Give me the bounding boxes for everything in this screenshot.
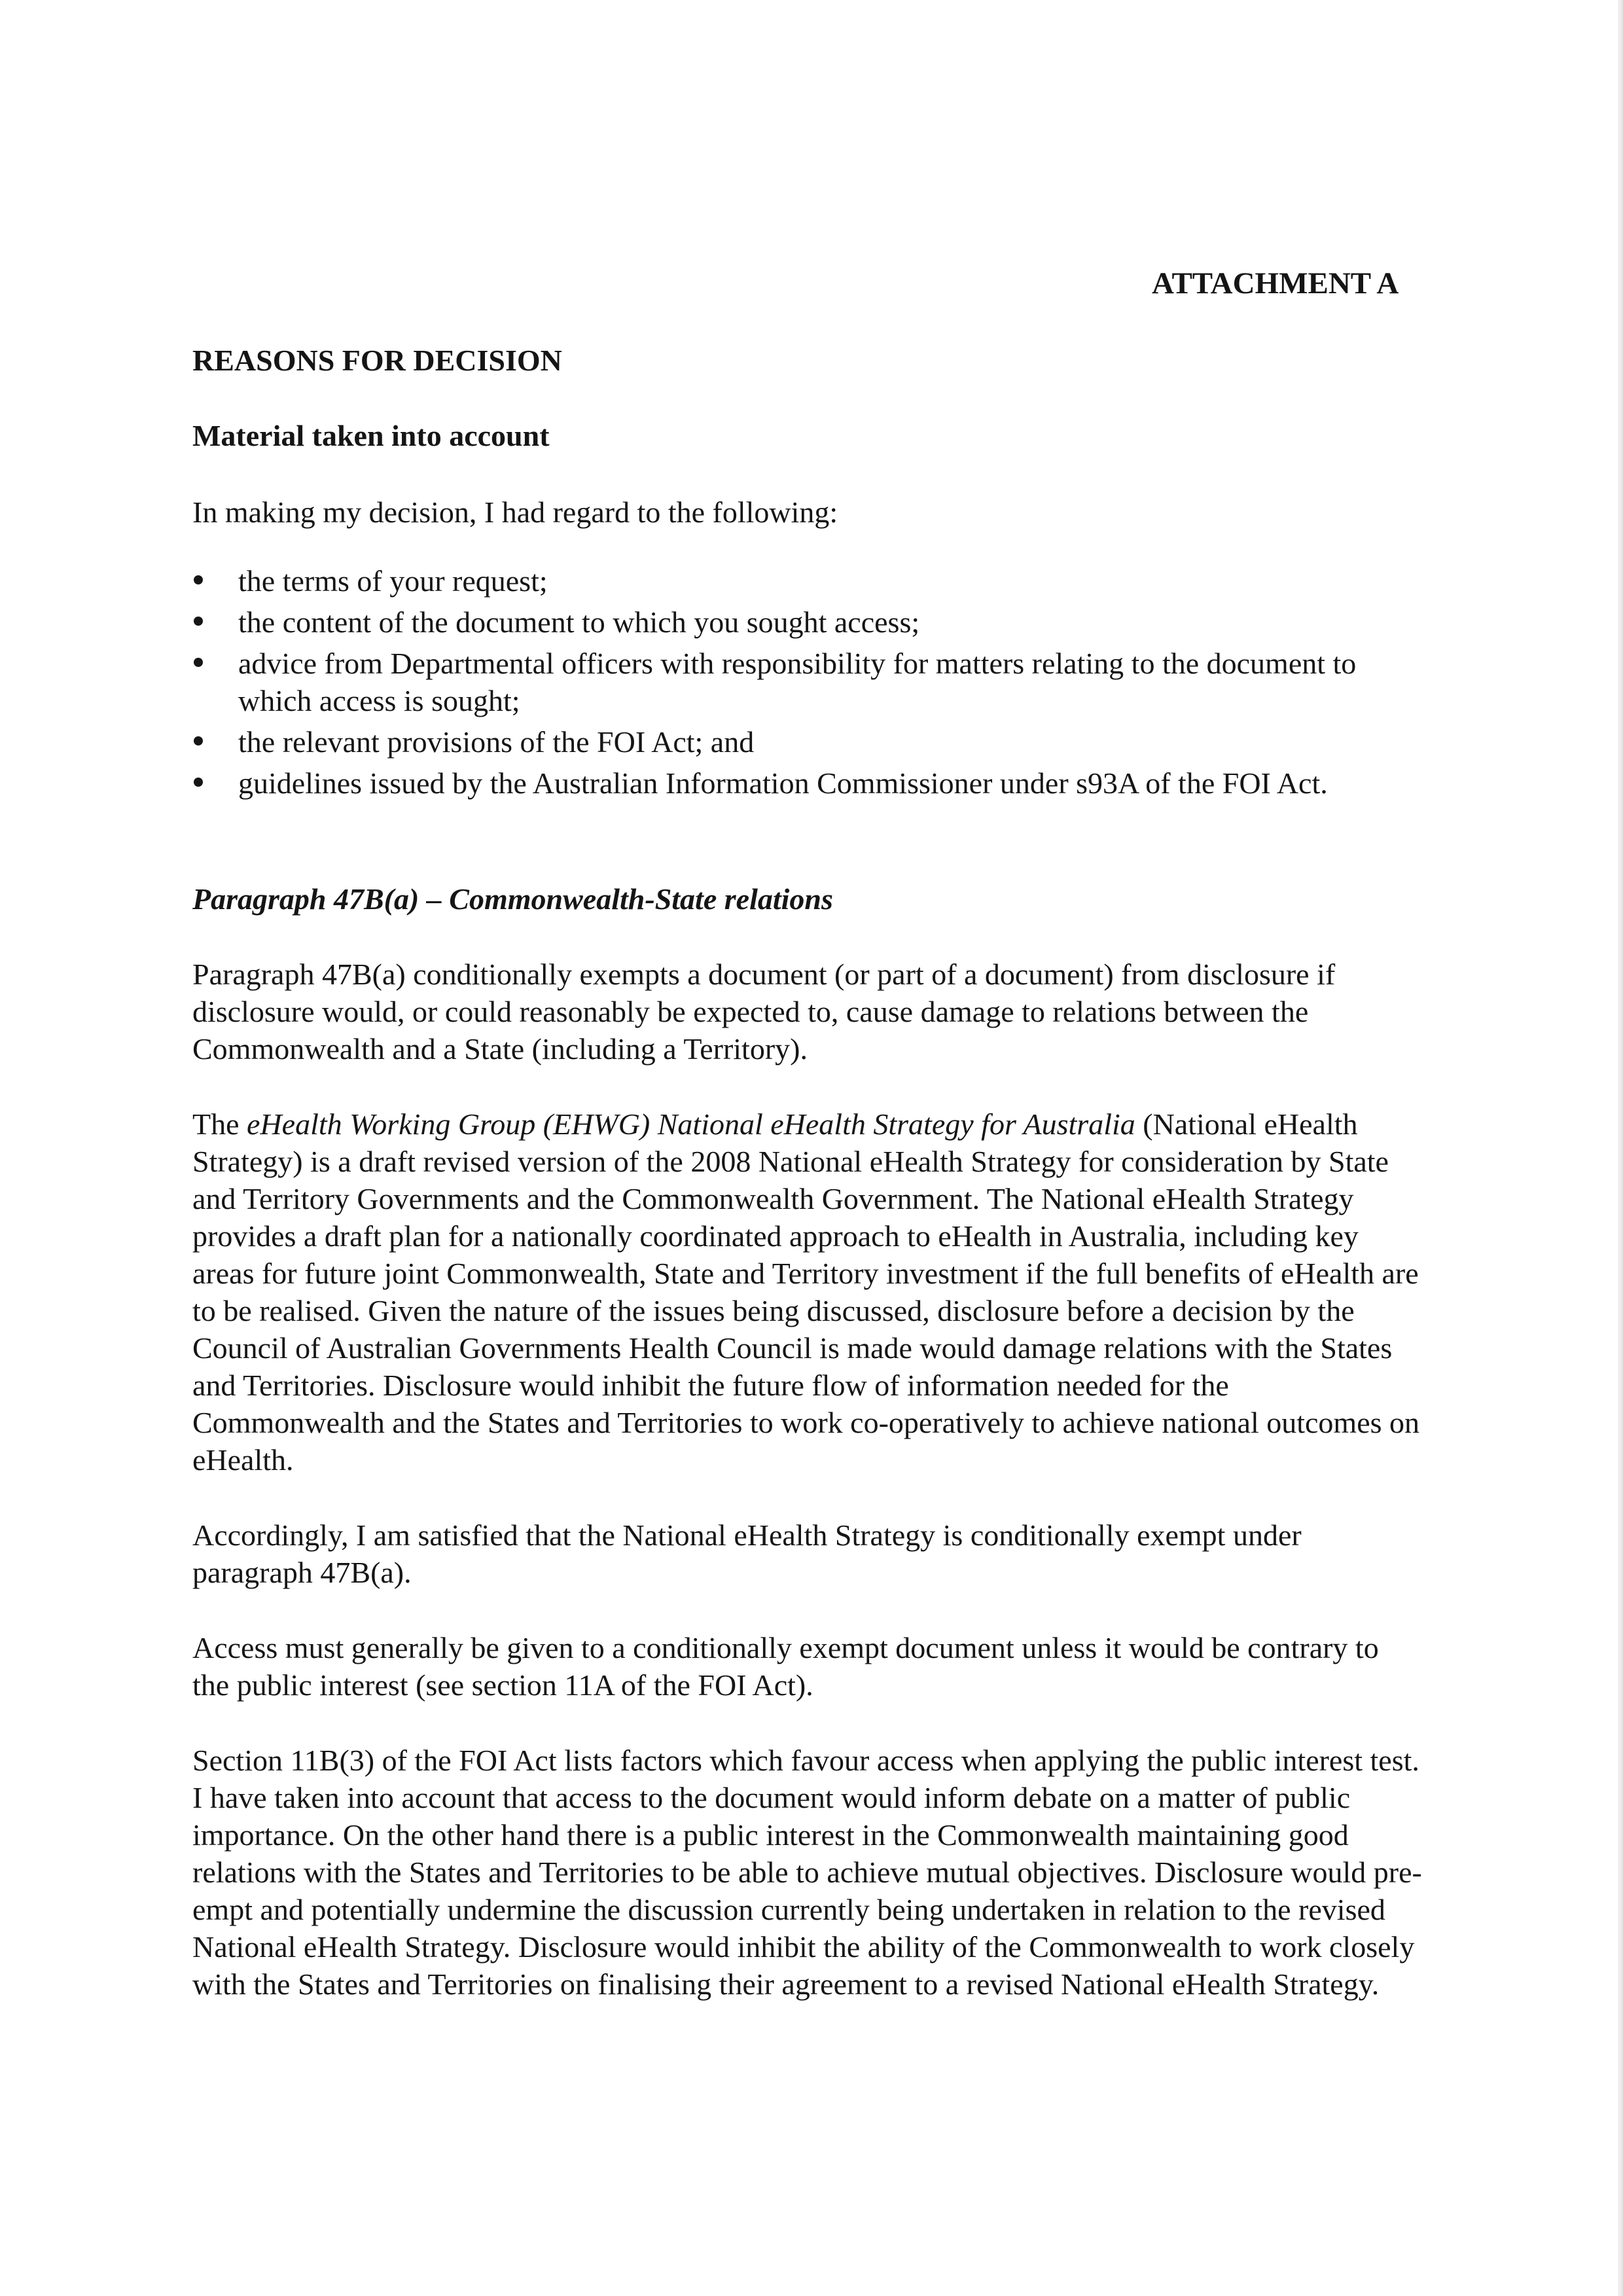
list-item-text: guidelines issued by the Australian Information Commissioner under s93A of the FOI Act. [238, 766, 1328, 800]
intro-paragraph: In making my decision, I had regard to the following: [192, 495, 838, 529]
paragraph-3: Accordingly, I am satisfied that the National eHealth Strategy is conditionally exempt under paragraph 47B(a). [192, 1518, 1302, 1589]
bullet-icon [194, 736, 203, 745]
material-subheading: Material taken into account [192, 419, 550, 452]
paragraph-4: Access must generally be given to a conditionally exempt document unless it would be contrary to the public interest (see section 11A of the FOI Act). [192, 1631, 1379, 1702]
list-item [192, 723, 1423, 761]
bullet-icon [194, 617, 203, 626]
list-item-text: advice from Departmental officers with responsibility for matters relating to the document to which access is sought; [238, 647, 1357, 717]
list-item [192, 764, 1423, 802]
list-item [192, 562, 1423, 600]
bullet-icon [194, 778, 203, 787]
strategy-title: eHealth Working Group (EHWG) National eHealth Strategy for Australia [247, 1107, 1135, 1141]
document-body [192, 262, 1423, 2041]
list-item-text: the content of the document to which you sought access; [238, 605, 920, 639]
list-item-text: the terms of your request; [238, 564, 548, 598]
bullet-icon [194, 658, 203, 667]
section-heading: Paragraph 47B(a) – Commonwealth-State relations [192, 882, 833, 916]
list-item [192, 603, 1423, 641]
paragraph-2-lead: The [192, 1107, 247, 1141]
attachment-label: ATTACHMENT A [1152, 266, 1399, 300]
bullet-icon [194, 575, 203, 584]
paragraph-2 [192, 1105, 1423, 1479]
material-list [192, 562, 1423, 802]
paragraph-2-text: (National eHealth Strategy) is a draft revised version of the 2008 National eHealth Strategy for consideration by State and Territory Governments and the Commonwealth Government. The National eHealth Strategy provides a draft plan for a nationally coordinated approach to eHealth in Australia, including key areas for future joint Commonwealth, State and Territory investment if the full benefits of eHealth are to be realised. Given the nature of the issues being discussed, disclosure before a decision by the Council of Australian Governments Health Council is made would damage relations with the States and Territories. Disclosure would inhibit the future flow of information needed for the Commonwealth and the States and Territories to work co-operatively to achieve national outcomes on eHealth. [192, 1107, 1420, 1477]
list-item-text: the relevant provisions of the FOI Act; and [238, 725, 755, 759]
list-item [192, 645, 1423, 719]
paragraph-1: Paragraph 47B(a) conditionally exempts a document (or part of a document) from disclosure if disclosure would, or could reasonably be expected to, cause damage to relations between the Commonwealth and a State (including a Territory). [192, 958, 1336, 1066]
paragraph-5: Section 11B(3) of the FOI Act lists factors which favour access when applying the public interest test. I have taken into account that access to the document would inform debate on a matter of public importance. On the other hand there is a public interest in the Commonwealth maintaining good relations with the States and Territories to be able to achieve mutual objectives. Disclosure would pre-empt and potentially undermine the discussion currently being undertaken in relation to the revised National eHealth Strategy. Disclosure would inhibit the ability of the Commonwealth to work closely with the States and Territories on finalising their agreement to a revised National eHealth Strategy. [192, 1744, 1422, 2001]
document-title: REASONS FOR DECISION [192, 344, 562, 377]
page-edge [1618, 0, 1623, 2296]
